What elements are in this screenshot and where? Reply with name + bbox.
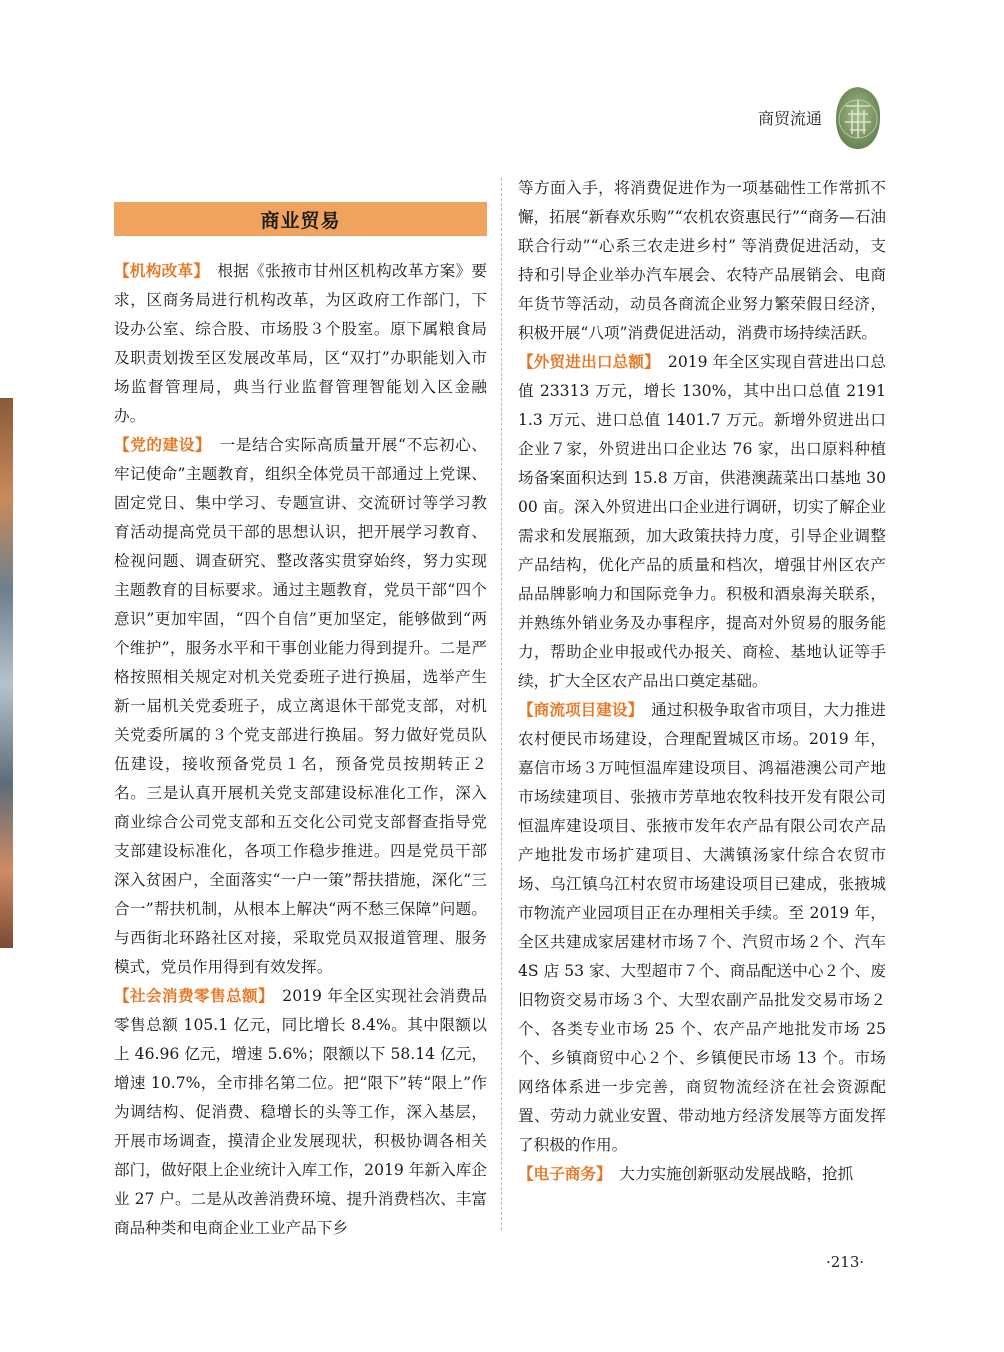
paragraph bbox=[518, 696, 886, 1160]
paragraph-text: 大力实施创新驱动发展战略，抢抓 bbox=[603, 1165, 854, 1183]
running-header: 商贸流通 bbox=[758, 109, 823, 128]
left-text-column bbox=[114, 257, 487, 1243]
paragraph-text: 根据《张掖市甘州区机构改革方案》要求，区商务局进行机构改革，为区政府工作部门，下设办公室、综合股、市场股３个股室。原下属粮食局及职责划拨至区发展改革局，区“双打”办职能划入市场监督管理局，典当行业监督管理智能划入区金融办。 bbox=[114, 262, 487, 425]
paragraph-text: 等方面入手，将消费促进作为一项基础性工作常抓不懈，拓展“新春欢乐购”“农机农资惠民行”“商务—石油联合行动”“心系三农走进乡村” 等消费促进活动，支持和引导企业举办汽车展会、农特产品展销会、电商年货节等活动，动员各商流企业努力繁荣假日经济，积极开展“八项”消费促进活动，消费市场持续活跃。 bbox=[518, 179, 886, 342]
column-divider bbox=[501, 178, 502, 1230]
paragraph-text: 2019 年全区实现自营进出口总值 23313 万元，增长 130%，其中出口总值 21911.3 万元、进口总值 1401.7 万元。新增外贸进出口企业７家，外贸进出口企业达 76 家，出口原料种植场备案面积达到 15.8 万亩，供港澳蔬菜出口基地 3000 亩。深入外贸进出口企业进行调研，切实了解企业需求和发展瓶颈，加大政策扶持力度，引导企业调整产品结构，优化产品的质量和档次，增强甘州区农产品品牌影响力和国际竞争力。积极和酒泉海关联系，并熟练外销业务及办事程序，提高对外贸易的服务能力，帮助企业申报或代办报关、商检、基地认证等手续，扩大全区农产品出口奠定基础。 bbox=[518, 353, 886, 690]
paragraph bbox=[518, 174, 886, 348]
paragraph-keyword: 【商流项目建设】 bbox=[518, 701, 636, 719]
paragraph-keyword: 【党的建设】 bbox=[114, 436, 204, 454]
right-text-column bbox=[518, 174, 886, 1189]
paragraph-keyword: 【社会消费零售总额】 bbox=[114, 987, 267, 1005]
page-number: ·213· bbox=[826, 1253, 865, 1271]
paragraph bbox=[518, 348, 886, 696]
paragraph-text: 2019 年全区实现社会消费品零售总额 105.1 亿元，同比增长 8.4%。其中限额以上 46.96 亿元，增速 5.6%；限额以下 58.14 亿元，增速 10.7%，全市排名第二位。把“限下”转“限上”作为调结构、促消费、稳增长的头等工作，深入基层，开展市场调查，摸清企业发展现状，积极协调各相关部门，做好限上企业统计入库工作，2019 年新入库企业 27 户。二是从改善消费环境、提升消费档次、丰富商品种类和电商企业工业产品下乡 bbox=[114, 987, 487, 1237]
article-title: 商业贸易 bbox=[260, 209, 341, 232]
paragraph-keyword: 【电子商务】 bbox=[518, 1165, 604, 1183]
seal-emblem-icon bbox=[832, 84, 884, 152]
paragraph-text: 通过积极争取省市项目，大力推进农村便民市场建设，合理配置城区市场。2019 年，嘉信市场３万吨恒温库建设项目、鸿福港澳公司产地市场续建项目、张掖市芳草地农牧科技开发有限公司恒温库建设项目、张掖市发年农产品有限公司农产品产地批发市场扩建项目、大满镇汤家什综合农贸市场、乌江镇乌江村农贸市场建设项目已建成，张掖城市物流产业园项目正在办理相关手续。至 2019 年，全区共建成家居建材市场７个、汽贸市场２个、汽车 4S 店 53 家、大型超市７个、商品配送中心２个、废旧物资交易市场３个、大型农副产品批发交易市场２个、各类专业市场 25 个、农产品产地批发市场 25 个、乡镇商贸中心２个、乡镇便民市场 13 个。市场网络体系进一步完善，商贸物流经济在社会资源配置、劳动力就业安置、带动地方经济发展等方面发挥了积极的作用。 bbox=[518, 701, 886, 1154]
adjacent-page-photo-strip bbox=[0, 398, 13, 948]
paragraph-keyword: 【外贸进出口总额】 bbox=[518, 353, 653, 371]
paragraph bbox=[114, 257, 487, 431]
article-title-bar bbox=[114, 202, 487, 236]
paragraph bbox=[114, 982, 487, 1243]
paragraph bbox=[114, 431, 487, 982]
paragraph-text: 一是结合实际高质量开展“不忘初心、牢记使命”主题教育，组织全体党员干部通过上党课、固定党日、集中学习、专题宣讲、交流研讨等学习教育活动提高党员干部的思想认识，把开展学习教育、检视问题、调查研究、整改落实贯穿始终，努力实现主题教育的目标要求。通过主题教育，党员干部“四个意识”更加牢固，“四个自信”更加坚定，能够做到“两个维护”，服务水平和干事创业能力得到提升。二是严格按照相关规定对机关党委班子进行换届，选举产生新一届机关党委班子，成立离退休干部党支部，对机关党委所属的３个党支部进行换届。努力做好党员队伍建设，接收预备党员１名，预备党员按期转正２名。三是认真开展机关党支部建设标准化工作，深入商业综合公司党支部和五交化公司党支部督查指导党支部建设标准化，各项工作稳步推进。四是党员干部深入贫困户，全面落实“一户一策”帮扶措施，深化“三合一”帮扶机制，从根本上解决“两不愁三保障”问题。与西街北环路社区对接，采取党员双报道管理、服务模式，党员作用得到有效发挥。 bbox=[114, 436, 487, 976]
paragraph-keyword: 【机构改革】 bbox=[114, 262, 202, 280]
paragraph bbox=[518, 1160, 886, 1189]
